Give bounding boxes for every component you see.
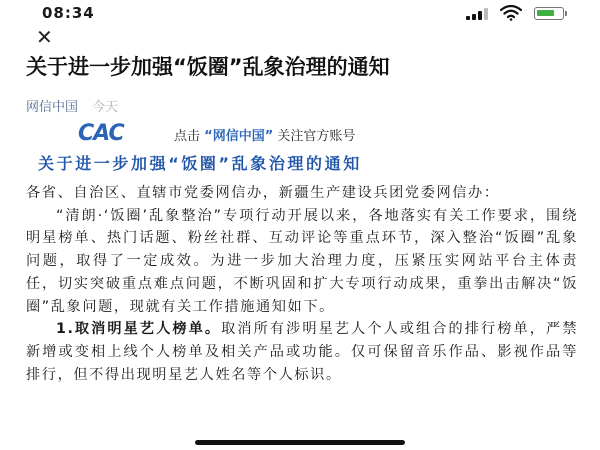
follow-banner[interactable]	[78, 121, 538, 145]
article-meta	[26, 96, 118, 115]
home-indicator[interactable]	[195, 440, 405, 445]
close-icon[interactable]: ✕	[36, 25, 53, 49]
article-title: 关于进一步加强“饭圈”乱象治理的通知	[26, 55, 390, 79]
cac-logo: CAC	[78, 121, 124, 146]
banner-suffix: 关注官方账号	[277, 129, 356, 144]
body-paragraph-3	[26, 318, 578, 386]
measure-text: 取消所有涉明星艺人个人或组合的排行榜单，严禁新增或变相上线个人榜单及相关产品或功能。仅可保留音乐作品、影视作品等排行，但不得出现明星艺人姓名等个人标识。	[26, 321, 578, 383]
notice-title: 关于进一步加强“饭圈”乱象治理的通知	[38, 154, 362, 173]
banner-prefix: 点击	[174, 129, 201, 144]
signal-icon	[466, 8, 488, 20]
wifi-icon	[500, 5, 522, 21]
status-time: 08:34	[42, 4, 95, 22]
article-source-link[interactable]: 网信中国	[26, 100, 79, 115]
banner-account-name: “网信中国”	[204, 129, 274, 144]
body-paragraph-1: 各省、自治区、直辖市党委网信办，新疆生产建设兵团党委网信办：	[26, 185, 500, 201]
status-bar	[0, 0, 600, 26]
follow-banner-text	[174, 125, 355, 144]
battery-icon	[534, 7, 564, 20]
nav-bar	[0, 26, 600, 48]
article-date: 今天	[92, 100, 119, 115]
body-paragraph-2: “清朗·‘饭圈’乱象整治”专项行动开展以来，各地落实有关工作要求，围绕明星榜单、热门话题、粉丝社群、互动评论等重点环节，深入整治“饭圈”乱象问题，取得了一定成效。为进一步加大治理力度，压紧压实网站平台主体责任，切实突破重点难点问题，不断巩固和扩大专项行动成果，重拳出击解决“饭圈”乱象问题，现就有关工作措施通知如下。	[26, 207, 578, 315]
article-body	[26, 182, 578, 386]
measure-heading: 1.取消明星艺人榜单。	[56, 321, 222, 338]
